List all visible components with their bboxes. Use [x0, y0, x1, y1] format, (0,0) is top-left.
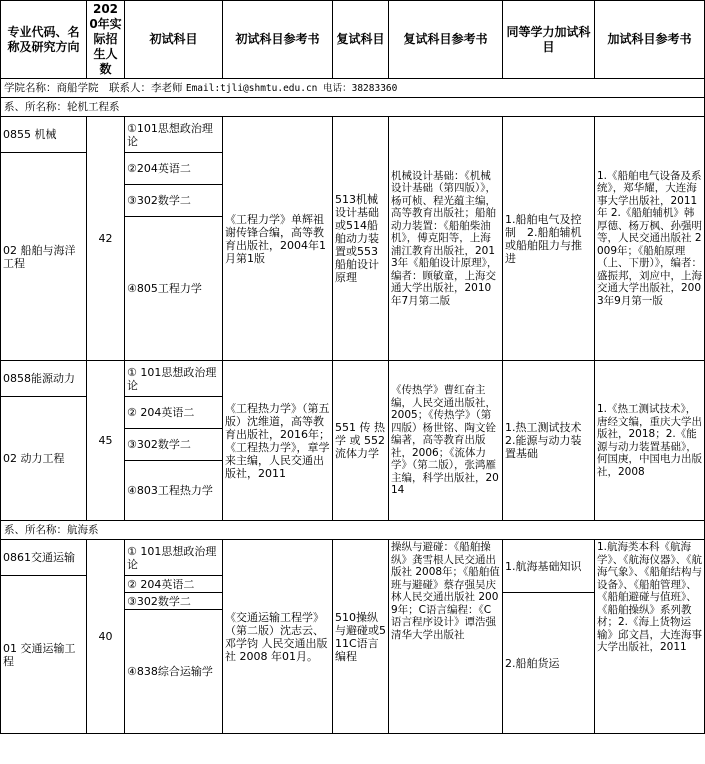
subject-books: 《交通运输工程学》（第二版）沈志云、邓学钧 人民交通出版社 2008 年01月。: [223, 540, 333, 734]
header-retest-books: 复试科目参考书: [389, 1, 503, 79]
college-contact: Email:tjli@shmtu.edu.cn 电话：38283360: [185, 82, 398, 94]
subject-books: 《工程力学》单辉祖谢传锋合编，高等教育出版社，2004年1月第1版: [223, 117, 333, 361]
extra-subject: 1.热工测试技术 2.能源与动力装置基础: [503, 361, 595, 521]
retest-subject: 513机械设计基础或514船舶动力装置或553船舶设计原理: [333, 117, 389, 361]
header-row: [1, 1, 705, 79]
subject-item: ①101思想政治理论: [125, 117, 223, 153]
major-name: 0855 机械: [1, 117, 87, 153]
subject-item: ②204英语二: [125, 153, 223, 185]
enroll-count: 45: [87, 361, 125, 521]
subject-item: ③302数学二: [125, 593, 223, 610]
group1-row1: [1, 117, 705, 153]
header-retest: 复试科目: [333, 1, 389, 79]
group2-row1: [1, 361, 705, 397]
college-info: [1, 79, 705, 98]
retest-books: 《传热学》曹红奋主编，人民交通出版社，2005；《传热学》（第四版）杨世铭、陶文铨编著，高等教育出版社，2006；《流体力学》（第二版），张鸿雁主编，科学出版社，2014: [389, 361, 503, 521]
header-subjects: 初试科目: [125, 1, 223, 79]
dept-name-1: 系、所名称：轮机工程系: [1, 98, 705, 117]
subject-item: ② 204英语二: [125, 397, 223, 429]
group3-row1: [1, 540, 705, 576]
extra-subject: 2.船舶货运: [503, 593, 595, 734]
college-row: [1, 79, 705, 98]
extra-books: 1.航海类本科《航海学》、《航海仪器》、《航海气象》、《船舶结构与设备》、《船舶管理》、《船舶避碰与值班》、《船舶操纵》系列教材；2.《海上货物运输》邱文昌，大连海事大学出版社，2011: [595, 540, 705, 734]
retest-subject: 510操纵与避碰或511C语言编程: [333, 540, 389, 734]
extra-books: 1.《热工测试技术》，唐经文编，重庆大学出版社，2018；2.《能源与动力装置基础》，何国庚，中国电力出版社，2008: [595, 361, 705, 521]
extra-subject: 1.船舶电气及控制 2.船舶辅机或船舶阻力与推进: [503, 117, 595, 361]
header-extra-books: 加试科目参考书: [595, 1, 705, 79]
subject-item: ② 204英语二: [125, 576, 223, 593]
header-extra: 同等学力加试科目: [503, 1, 595, 79]
subject-books: 《工程热力学》（第五版）沈维道，高等教育出版社，2016年；《工程热力学》，章学来主编，人民交通出版社，2011: [223, 361, 333, 521]
enroll-count: 40: [87, 540, 125, 734]
major-name: 0861交通运输: [1, 540, 87, 576]
subject-item: ③302数学二: [125, 185, 223, 217]
subject-item: ③302数学二: [125, 429, 223, 461]
header-enroll: 2020年实际招生人数: [87, 1, 125, 79]
enroll-count: 42: [87, 117, 125, 361]
retest-subject: 551 传 热学 或 552 流体力学: [333, 361, 389, 521]
research-direction: 01 交通运输工程: [1, 576, 87, 734]
subject-item: ① 101思想政治理论: [125, 540, 223, 576]
research-direction: 02 船舶与海洋工程: [1, 153, 87, 361]
subject-item: ④803工程热力学: [125, 461, 223, 521]
major-name: 0858能源动力: [1, 361, 87, 397]
research-direction: 02 动力工程: [1, 397, 87, 521]
header-major: 专业代码、名称及研究方向: [1, 1, 87, 79]
retest-books: 操纵与避碰：《船舶操纵》龚雪根人民交通出版社 2008年；《船舶值班与避碰》蔡存强吴庆林人民交通出版社 2009年；C语言编程：《C语言程序设计》谭浩强清华大学出版社: [389, 540, 503, 734]
subject-item: ① 101思想政治理论: [125, 361, 223, 397]
dept-row-1: [1, 98, 705, 117]
dept-row-2: [1, 521, 705, 540]
college-prefix: 学院名称：商船学院 联系人：李老师: [4, 81, 186, 94]
header-books: 初试科目参考书: [223, 1, 333, 79]
dept-name-2: 系、所名称：航海系: [1, 521, 705, 540]
extra-subject: 1.航海基础知识: [503, 540, 595, 593]
subject-item: ④838综合运输学: [125, 610, 223, 734]
extra-books: 1.《船舶电气设备及系统》，郑华耀，大连海事大学出版社，2011年 2.《船舶辅机》韩厚德、杨万枫、孙强明等，人民交通出版社 2009年；《船舶原理（上、下册）》，编者：盛振邦，刘应中，上海交通大学出版社，2003年9月第一版: [595, 117, 705, 361]
retest-books: 机械设计基础：《机械设计基础（第四版）》，杨可桢、程光蕴主编，高等教育出版社；船舶动力装置：《船舶柴油机》，傅克阳等，上海浦江教育出版社，2013年《船舶设计原理》，编者：顾敏童，上海交通大学出版社，2010年7月第二版: [389, 117, 503, 361]
subject-item: ④805工程力学: [125, 217, 223, 361]
